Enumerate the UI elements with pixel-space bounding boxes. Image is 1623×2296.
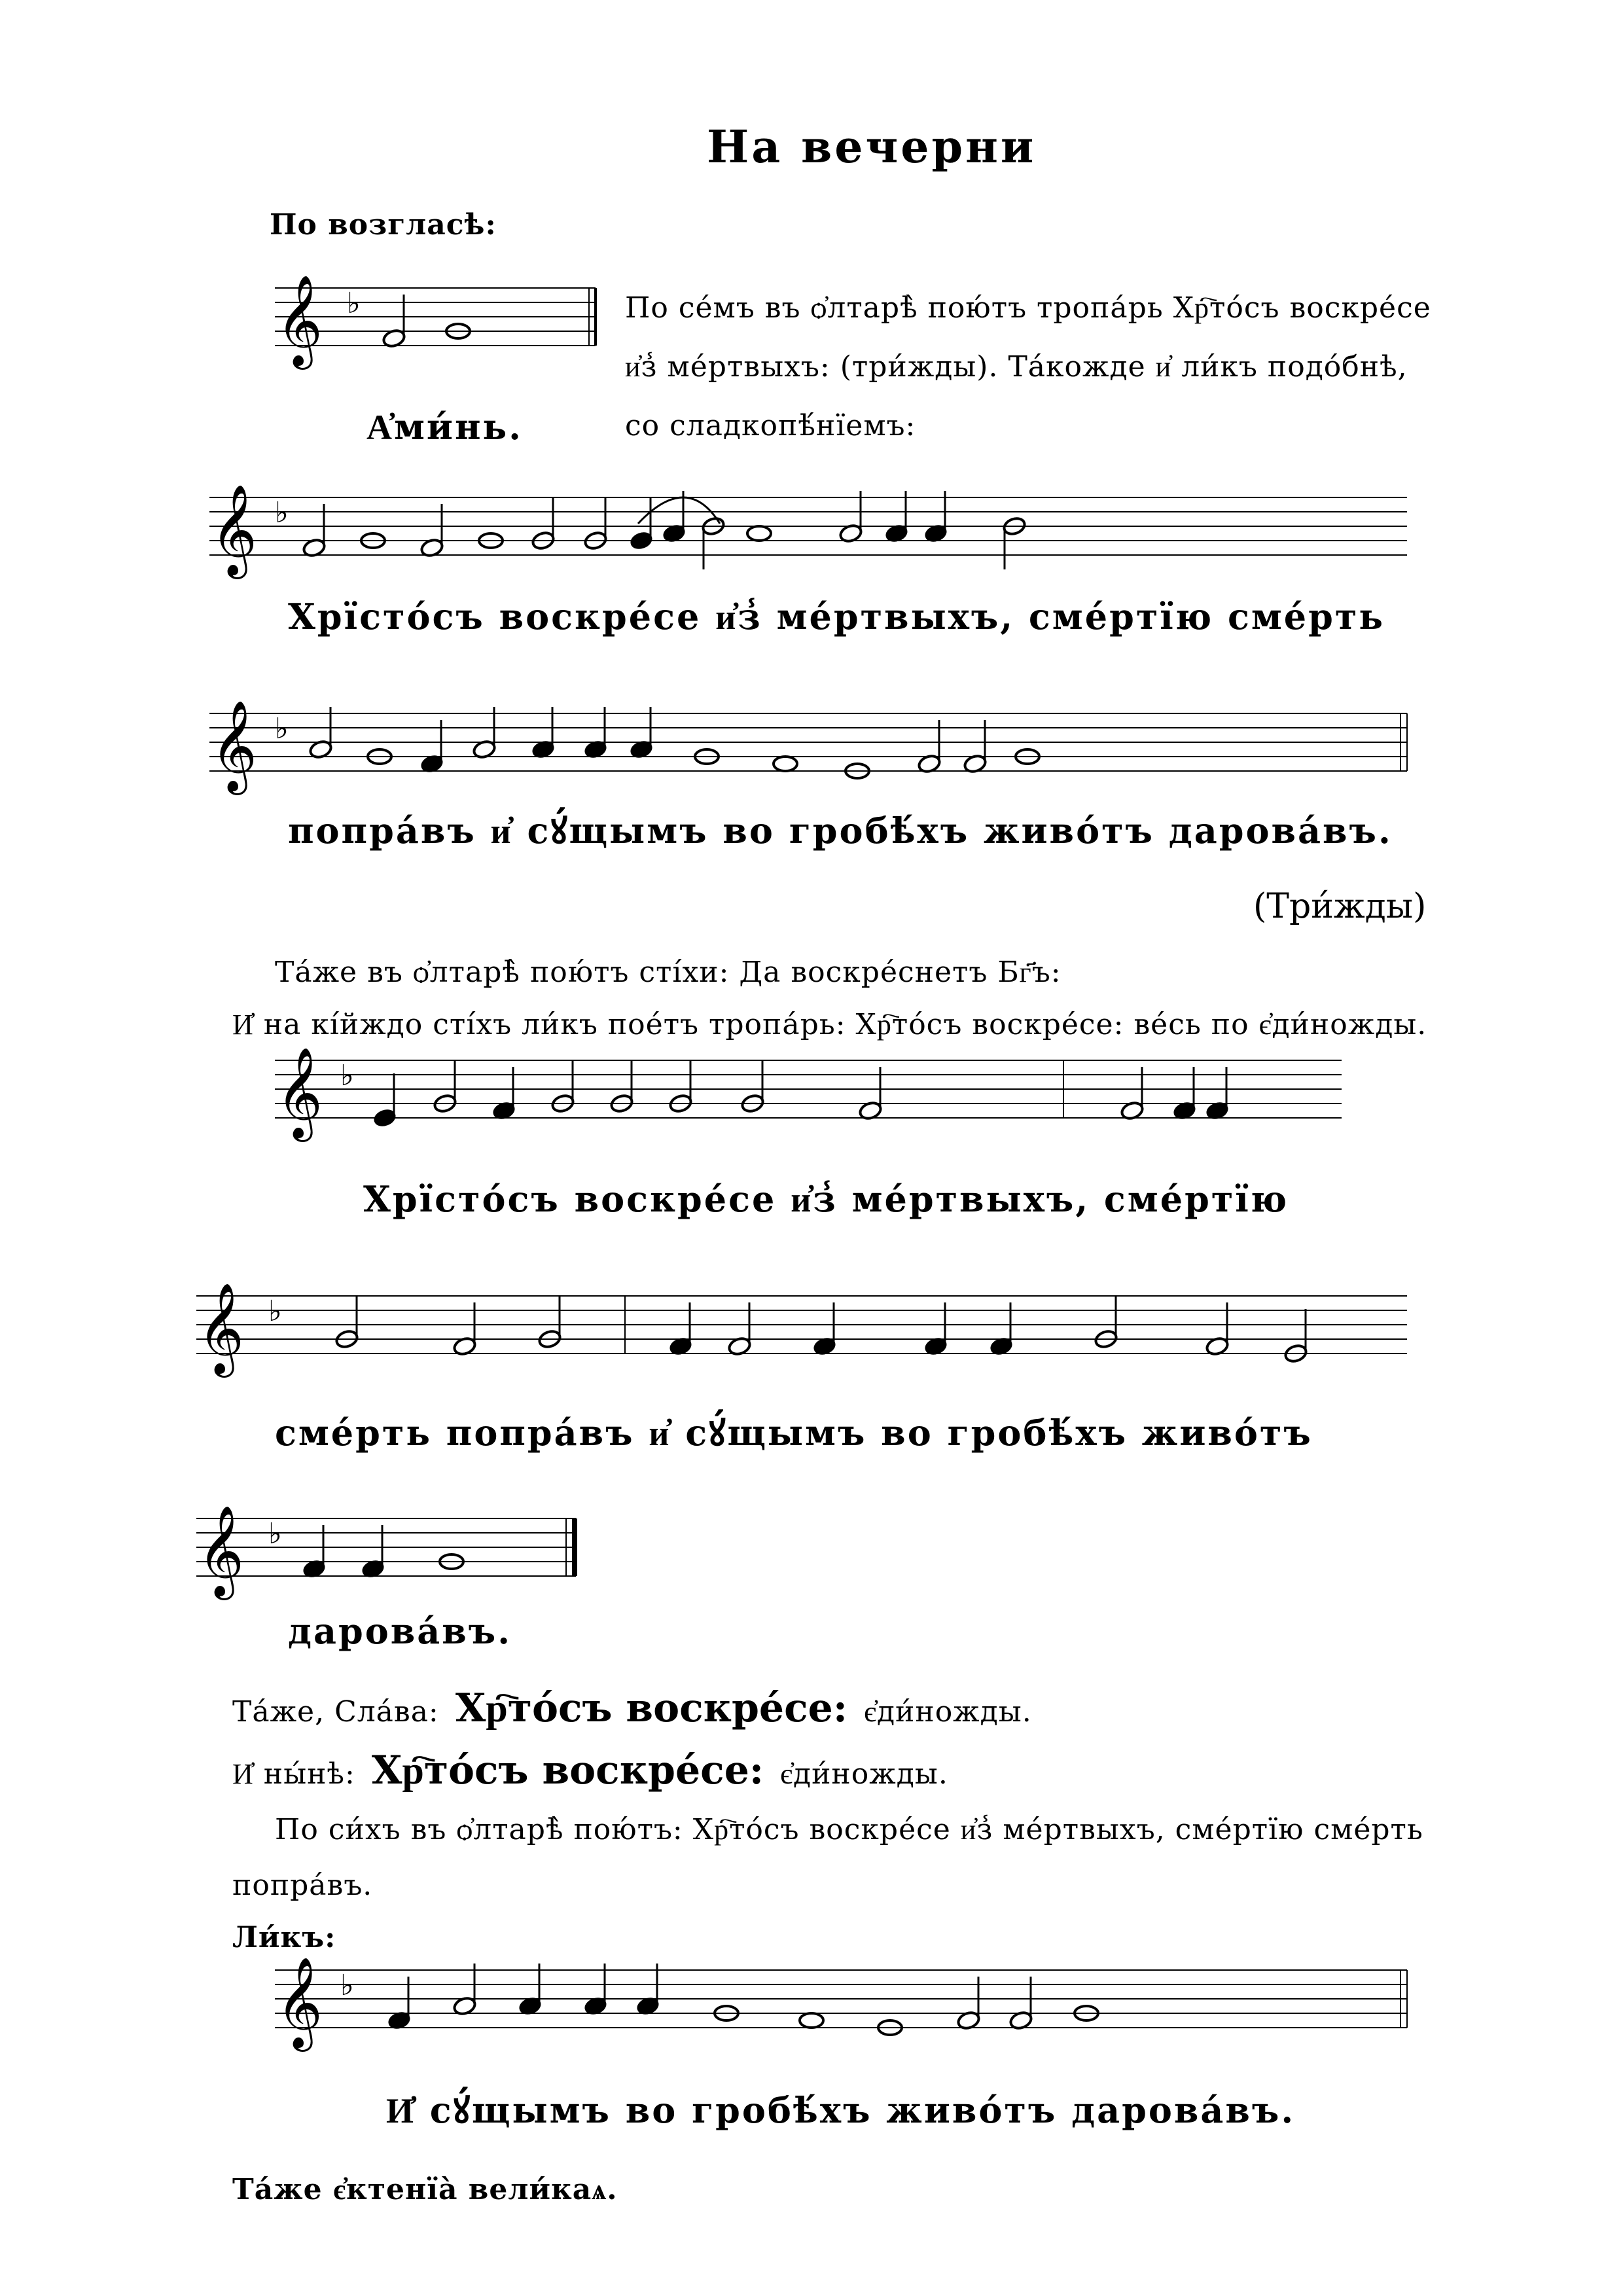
likh-label: Ли́къ: bbox=[232, 1921, 336, 1954]
svg-text:♭: ♭ bbox=[340, 1969, 354, 2002]
likh-lyric: И҆ сꙋ́щымъ во гробѣ́хъ живо́тъ дарова́въ. bbox=[386, 2089, 1296, 2131]
staff-likh bbox=[275, 1957, 1414, 2049]
svg-text:♭: ♭ bbox=[268, 1295, 282, 1328]
nyne-suffix: є҆ди́ножды. bbox=[780, 1757, 948, 1791]
staff-hymn2-line2 bbox=[196, 1283, 1414, 1374]
rubric2-line-2: И҆ на кі́йждо сті́хъ ли́къ пое́тъ тропа́рь: Хр҇то́съ воскре́се: ве́сь по є҆ди́ножды. bbox=[232, 1008, 1427, 1041]
svg-text:𝄞: 𝄞 bbox=[211, 484, 257, 575]
svg-text:𝄞: 𝄞 bbox=[276, 1957, 323, 2048]
intro-rubric-line-3: со сладкопѣ́нїемъ: bbox=[625, 409, 916, 442]
flat-sign-icon bbox=[275, 712, 289, 745]
treble-clef-icon bbox=[276, 1047, 323, 1142]
svg-text:♭: ♭ bbox=[340, 1059, 354, 1092]
treble-clef-icon bbox=[276, 275, 323, 370]
amen-lyric: А҆ми́нь. bbox=[366, 406, 523, 448]
hymn2-lyric-line-2: сме́рть попра́въ и҆ сꙋ́щымъ во гробѣ́хъ живо́тъ bbox=[275, 1412, 1313, 1454]
svg-text:𝄞: 𝄞 bbox=[211, 700, 257, 791]
staff-hymn1-line1 bbox=[209, 484, 1414, 576]
hymn2-lyric-line-3: дарова́въ. bbox=[288, 1610, 512, 1652]
svg-text:♭: ♭ bbox=[275, 496, 289, 529]
rubric3-line-1: По си́хъ въ ѻ҆лтарѣ̀ пою́тъ: Хр҇то́съ воскре́се и҆з̾ ме́ртвыхъ, сме́ртїю сме́рть bbox=[275, 1813, 1423, 1846]
svg-text:𝄞: 𝄞 bbox=[198, 1283, 244, 1374]
staff-amen bbox=[275, 275, 602, 366]
svg-text:♭: ♭ bbox=[275, 712, 289, 745]
rubric3-line-2: попра́въ. bbox=[232, 1869, 373, 1902]
flat-sign-icon bbox=[268, 1295, 282, 1328]
treble-clef-icon bbox=[211, 484, 257, 579]
svg-text:♭: ♭ bbox=[347, 287, 361, 320]
svg-text:𝄞: 𝄞 bbox=[276, 275, 323, 366]
svg-text:𝄞: 𝄞 bbox=[276, 1047, 323, 1138]
treble-clef-icon bbox=[198, 1283, 244, 1378]
flat-sign-icon bbox=[340, 1059, 354, 1092]
slava-hymn: Хр҇то́съ воскре́се: bbox=[455, 1685, 847, 1731]
flat-sign-icon bbox=[275, 496, 289, 529]
intro-rubric-line-2: и҆з̾ ме́ртвыхъ: (три́жды). Та́кожде и҆ ли́къ подо́бнѣ, bbox=[625, 350, 1408, 384]
flat-sign-icon bbox=[268, 1517, 282, 1551]
nyne-prefix: И҆ ны́нѣ: bbox=[232, 1757, 355, 1791]
trizhdy-note: (Три́жды) bbox=[1253, 887, 1427, 926]
treble-clef-icon bbox=[198, 1505, 244, 1600]
page-title: На вечерни bbox=[707, 121, 1037, 173]
closing-rubric: Та́же є҆ктенїа̀ вели́каѧ. bbox=[232, 2173, 618, 2206]
intro-label: По возгласѣ: bbox=[270, 208, 497, 242]
nyne-hymn: Хр҇то́съ воскре́се: bbox=[371, 1748, 764, 1793]
flat-sign-icon bbox=[347, 287, 361, 320]
svg-text:♭: ♭ bbox=[268, 1517, 282, 1551]
notes bbox=[302, 491, 1027, 569]
rubric2-line-1: Та́же въ ѻ҆лтарѣ̀ пою́тъ сті́хи: Да воскре́снетъ Бг҃ъ: bbox=[275, 956, 1061, 989]
nyne-line bbox=[232, 1748, 948, 1793]
intro-rubric-line-1: По се́мъ въ ѻ҆лтарѣ̀ пою́тъ тропа́рь Хр҇то́съ воскре́се bbox=[625, 291, 1431, 325]
slava-line bbox=[232, 1685, 1032, 1731]
staff-hymn2-line1 bbox=[275, 1047, 1348, 1139]
slava-suffix: є҆ди́ножды. bbox=[864, 1695, 1032, 1729]
treble-clef-icon bbox=[211, 700, 257, 795]
hymn2-lyric-line-1: Хрїсто́съ воскре́се и҆з̾ ме́ртвыхъ, сме́ртїю bbox=[363, 1178, 1289, 1220]
flat-sign-icon bbox=[340, 1969, 354, 2002]
staff-hymn1-line2 bbox=[209, 700, 1414, 792]
treble-clef-icon bbox=[276, 1957, 323, 2052]
hymn1-lyric-line-2: попра́въ и҆ сꙋ́щымъ во гробѣ́хъ живо́тъ дарова́въ. bbox=[288, 810, 1393, 852]
hymn1-lyric-line-1: Хрїсто́съ воскре́се и҆з̾ ме́ртвыхъ, сме́ртїю сме́рть bbox=[288, 596, 1385, 637]
svg-text:𝄞: 𝄞 bbox=[198, 1505, 244, 1596]
staff-hymn2-line3 bbox=[196, 1505, 602, 1597]
slava-prefix: Та́же, Сла́ва: bbox=[232, 1695, 439, 1729]
